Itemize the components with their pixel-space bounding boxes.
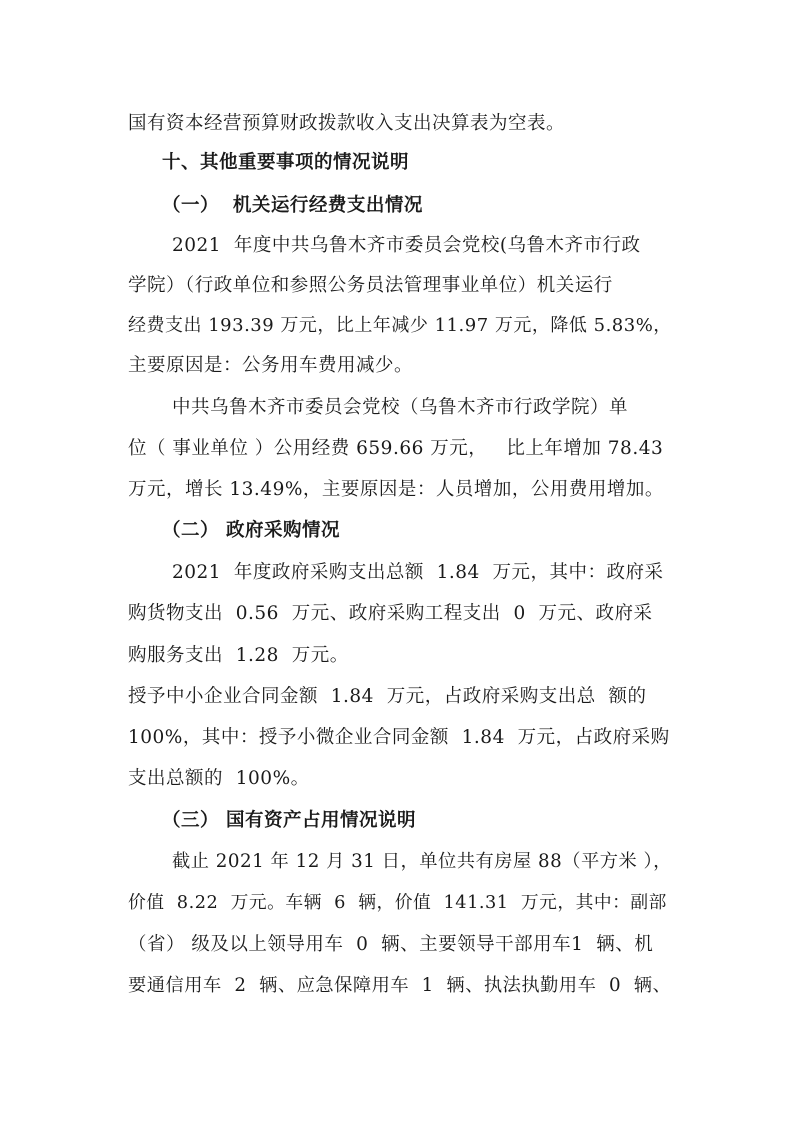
text-line: 学院）（行政单位和参照公务员法管理事业单位）机关运行 [128, 275, 613, 296]
subsection-heading: （三） 国有资产占用情况说明 [162, 810, 416, 831]
text-line: 中共乌鲁木齐市委员会党校（乌鲁木齐市行政学院）单 [172, 397, 629, 418]
text-line: 2021 年度政府采购支出总额 1.84 万元，其中：政府采 [172, 562, 664, 583]
text-line: （省） 级及以上领导用车 0 辆、主要领导干部用车1 辆、机 [128, 934, 654, 955]
subsection-heading: （二） 政府采购情况 [162, 520, 340, 541]
text-line: 支出总额的 100%。 [128, 768, 310, 789]
subsection-heading: （一） 机关运行经费支出情况 [162, 195, 423, 216]
text-line: 授予中小企业合同金额 1.84 万元，占政府采购支出总 额的 [128, 686, 647, 707]
text-line: 购货物支出 0.56 万元、政府采购工程支出 0 万元、政府采 [128, 603, 653, 624]
text-line: 购服务支出 1.28 万元。 [128, 645, 349, 666]
text-line: 主要原因是：公务用车费用减少。 [128, 355, 414, 376]
text-line: 要通信用车 2 辆、应急保障用车 1 辆、执法执勤用车 0 辆、 [128, 975, 672, 996]
text-line: 2021 年度中共乌鲁木齐市委员会党校(乌鲁木齐市行政 [172, 235, 641, 256]
section-heading: 十、其他重要事项的情况说明 [162, 152, 410, 173]
text-line: 万元，增长 13.49%，主要原因是：人员增加，公用费用增加。 [128, 479, 664, 500]
text-line: 位（ 事业单位 ）公用经费 659.66 万元， 比上年增加 78.43 [128, 438, 664, 459]
text-line: 价值 8.22 万元。车辆 6 辆，价值 141.31 万元，其中：副部 [128, 893, 667, 913]
text-line: 国有资本经营预算财政拨款收入支出决算表为空表。 [128, 113, 566, 134]
text-line: 经费支出 193.39 万元，比上年减少 11.97 万元，降低 5.83%， [128, 315, 672, 336]
text-line: 截止 2021 年 12 月 31 日，单位共有房屋 88（平方米 ）， [172, 851, 672, 872]
text-line: 100%，其中：授予小微企业合同金额 1.84 万元，占政府采购 [128, 727, 670, 748]
